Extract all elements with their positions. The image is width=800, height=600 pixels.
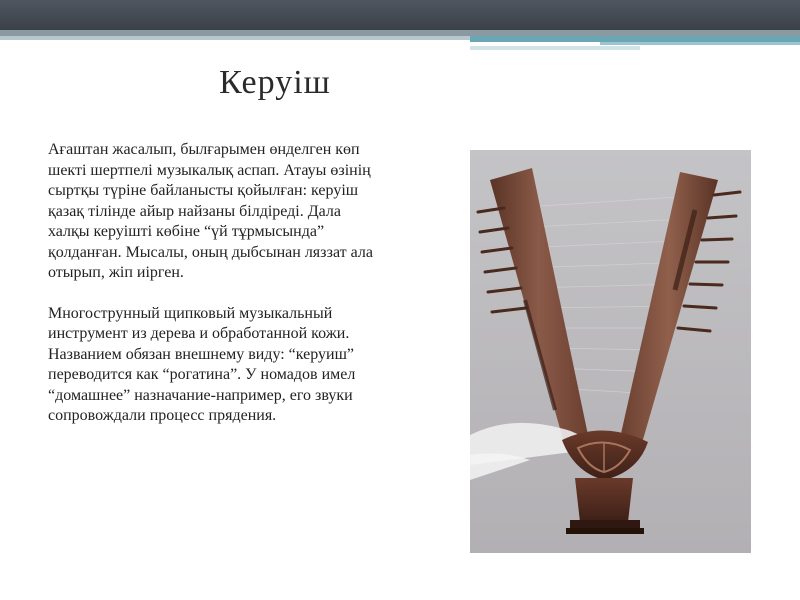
slide-body: [48, 140, 378, 427]
keruish-instrument-illustration: [470, 150, 751, 553]
paragraph-russian: Многострунный щипковый музыкальный инструмент из дерева и обработанной кожи. Названием обязан внешнему виду: “керуиш” переводится как “рогатина”. У номадов имел “домашнее” назначание-например, его звуки сопровождали процесс прядения.: [48, 304, 356, 424]
header-band: [0, 0, 800, 30]
accent-bar-pale: [470, 46, 640, 50]
paragraph-kazakh: Ағаштан жасалып, былғарымен өнделген көп шекті шертпелі музыкалық аспап. Атауы өзінің сыртқы түріне байланысты қойылған: керуіш қазақ тілінде айыр найзаны білдіреді. Дала халқы керуішті көбіне “үй тұрмысында” қолданған. Мысалы, оның дыбсынан ляззат ала отырып, жіп иірген.: [48, 141, 373, 281]
slide-title: Керуіш: [219, 64, 331, 101]
instrument-photo: [470, 150, 751, 553]
accent-bar-thin: [600, 42, 800, 45]
